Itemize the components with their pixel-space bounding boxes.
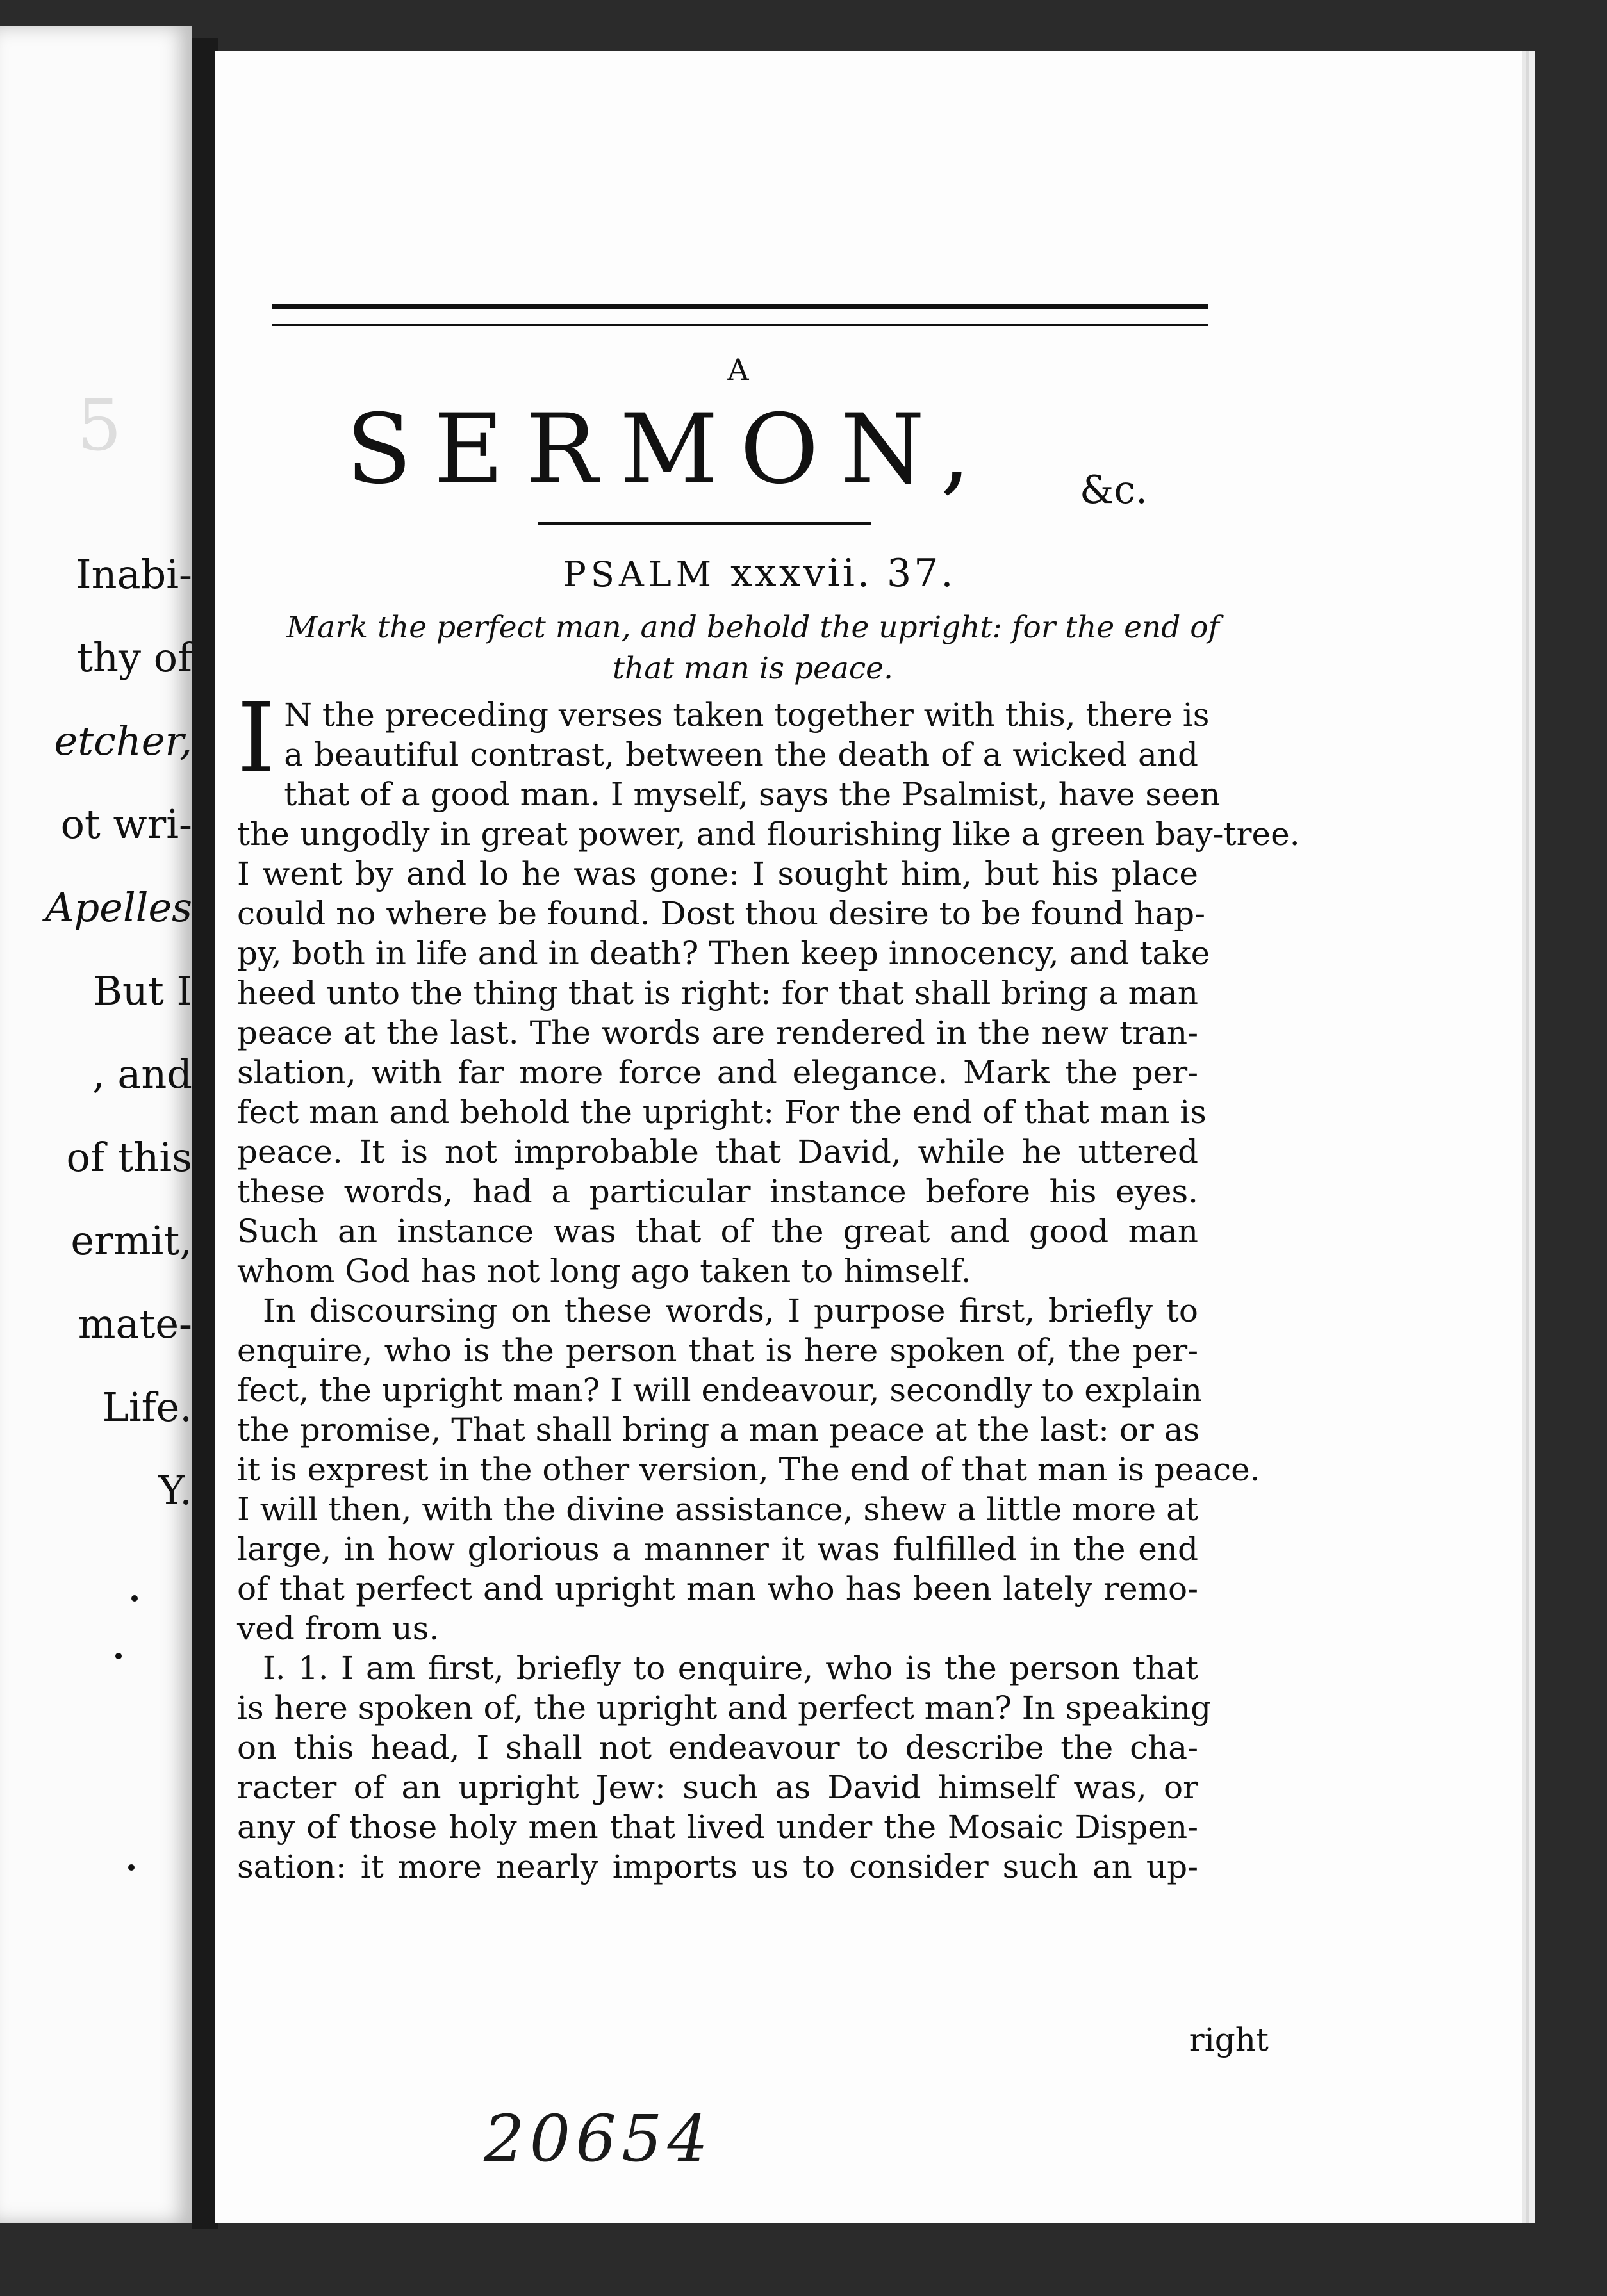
- book-gutter: [192, 38, 218, 2229]
- left-page-line: Life.: [102, 1384, 192, 1431]
- sermon-page: [215, 51, 1526, 2223]
- body-line: of that perfect and upright man who has been lately remo-: [237, 1570, 1198, 1607]
- left-page-line: ot wri-: [60, 801, 192, 848]
- body-line: fect man and behold the upright: For the end of that man is: [237, 1094, 1207, 1131]
- handwritten-accession-number: 20654: [484, 2101, 714, 2176]
- body-line: enquire, who is the person that is here spoken of, the per-: [237, 1332, 1198, 1369]
- ink-speck: [128, 1864, 135, 1871]
- left-page-line: mate-: [78, 1300, 192, 1347]
- body-line: peace at the last. The words are rendered in the new tran-: [237, 1014, 1198, 1051]
- body-line: slation, with far more force and elegance. Mark the per-: [237, 1054, 1198, 1091]
- left-page-line: ermit,: [70, 1217, 192, 1264]
- header-rule-thin: [272, 324, 1208, 326]
- body-line: on this head, I shall not endeavour to describe the cha-: [237, 1729, 1198, 1766]
- epigraph-line: that man is peace.: [613, 651, 893, 686]
- body-line: fect, the upright man? I will endeavour, secondly to explain: [237, 1372, 1203, 1409]
- left-page-line: , and: [92, 1051, 192, 1097]
- left-page-line: But I: [93, 967, 192, 1014]
- drop-cap: I: [237, 683, 276, 794]
- body-line: is here spoken of, the upright and perfect man? In speaking: [237, 1689, 1212, 1726]
- left-page-line: Apelles: [45, 884, 192, 931]
- body-line: Such an instance was that of the great and good man: [237, 1213, 1198, 1250]
- body-line: could no where be found. Dost thou desire to be found hap-: [237, 895, 1206, 932]
- left-page-line: thy of: [77, 634, 192, 681]
- body-line: that of a good man. I myself, says the Psalmist, have seen: [284, 776, 1221, 813]
- left-page-line: etcher,: [54, 718, 192, 764]
- psalm-reference: [215, 551, 1304, 596]
- body-line: I. 1. I am first, briefly to enquire, who is the person that: [263, 1650, 1198, 1687]
- epigraph-line: Mark the perfect man, and behold the upright: for the end of: [286, 610, 1219, 645]
- body-line: N the preceding verses taken together with this, there is: [284, 696, 1210, 734]
- body-line: the ungodly in great power, and flourishing like a green bay-tree.: [237, 816, 1300, 853]
- body-line: peace. It is not improbable that David, while he uttered: [237, 1133, 1198, 1170]
- body-line: ved from us.: [237, 1610, 440, 1647]
- body-line: it is exprest in the other version, The end of that man is peace.: [237, 1451, 1260, 1488]
- left-facing-page: [0, 26, 192, 2223]
- body-line: sation: it more nearly imports us to consider such an up-: [237, 1848, 1198, 1885]
- body-line: any of those holy men that lived under the Mosaic Dispen-: [237, 1808, 1198, 1846]
- body-line: a beautiful contrast, between the death of a wicked and: [284, 736, 1198, 773]
- sermon-body: [237, 683, 1300, 1887]
- left-page-line: Inabi-: [76, 551, 192, 598]
- left-page-line: of this: [66, 1134, 192, 1181]
- body-line: I will then, with the divine assistance, shew a little more at: [237, 1491, 1198, 1528]
- psalm-verse: xxxvii. 37.: [730, 551, 956, 596]
- psalm-label: PSALM: [563, 554, 716, 594]
- ink-speck: [131, 1595, 138, 1602]
- catchword: right: [1189, 2021, 1269, 2058]
- body-line: large, in how glorious a manner it was fulfilled in the end: [237, 1530, 1198, 1568]
- body-line: racter of an upright Jew: such as David himself was, or: [237, 1769, 1198, 1806]
- body-line: heed unto the thing that is right: for that shall bring a man: [237, 974, 1198, 1012]
- ink-speck: [115, 1653, 122, 1659]
- heading-article: A: [727, 352, 753, 387]
- body-line: I went by and lo he was gone: I sought him, but his place: [237, 855, 1198, 892]
- body-line: these words, had a particular instance before his eyes.: [237, 1173, 1198, 1210]
- body-line: whom God has not long ago taken to himself.: [237, 1252, 971, 1290]
- heading-etc: &c.: [1080, 468, 1148, 512]
- title-rule: [538, 522, 871, 525]
- left-page-line: Y.: [158, 1467, 192, 1514]
- body-line: py, both in life and in death? Then keep innocency, and take: [237, 935, 1210, 972]
- page-title: SERMON,: [346, 394, 993, 505]
- header-rule-thick: [272, 304, 1208, 309]
- faint-show-through-numeral: 5: [77, 384, 122, 466]
- body-line: In discoursing on these words, I purpose first, briefly to: [263, 1292, 1198, 1329]
- body-line: the promise, That shall bring a man peace at the last: or as: [237, 1411, 1200, 1448]
